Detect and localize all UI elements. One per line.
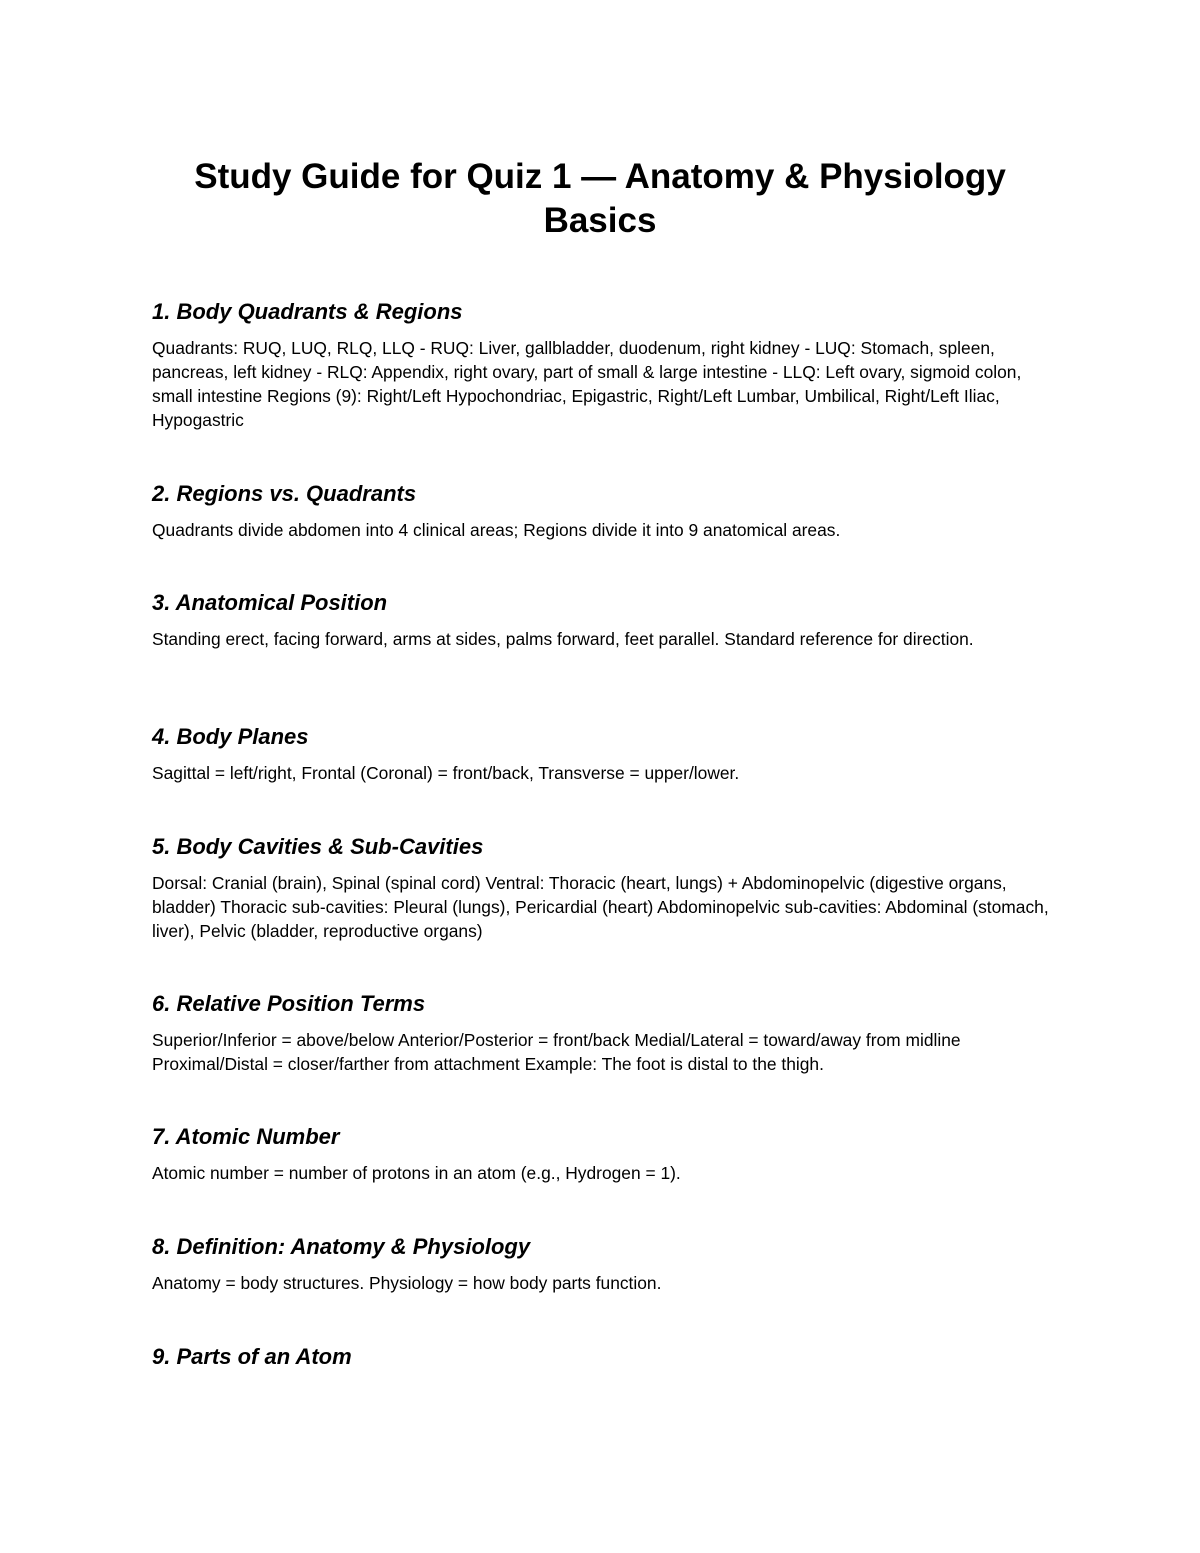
section-body: Superior/Inferior = above/below Anterior/Posterior = front/back Medial/Lateral = toward/away from midline Proximal/Distal = closer/farther from attachment Example: The foot is distal to the thigh. xyxy=(152,1030,961,1074)
section-heading: 6. Relative Position Terms xyxy=(152,991,426,1016)
section-definition-anatomy-physiology xyxy=(152,1233,1057,1295)
section-heading: 8. Definition: Anatomy & Physiology xyxy=(152,1234,531,1259)
document-title: Study Guide for Quiz 1 — Anatomy & Physiology Basics xyxy=(194,157,1006,240)
section-body: Anatomy = body structures. Physiology = how body parts function. xyxy=(152,1273,662,1293)
section-heading: 5. Body Cavities & Sub-Cavities xyxy=(152,834,484,859)
section-body-quadrants-regions xyxy=(152,298,1057,432)
section-body: Standing erect, facing forward, arms at sides, palms forward, feet parallel. Standard reference for direction. xyxy=(152,629,974,649)
section-body-planes xyxy=(152,723,1057,785)
section-heading: 3. Anatomical Position xyxy=(152,590,388,615)
section-relative-position-terms xyxy=(152,990,1057,1076)
section-body: Quadrants divide abdomen into 4 clinical areas; Regions divide it into 9 anatomical areas. xyxy=(152,520,841,540)
section-heading: 2. Regions vs. Quadrants xyxy=(152,481,417,506)
section-body: Atomic number = number of protons in an atom (e.g., Hydrogen = 1). xyxy=(152,1163,681,1183)
section-heading: 1. Body Quadrants & Regions xyxy=(152,299,463,324)
section-body: Sagittal = left/right, Frontal (Coronal) = front/back, Transverse = upper/lower. xyxy=(152,763,740,783)
section-body: Dorsal: Cranial (brain), Spinal (spinal cord) Ventral: Thoracic (heart, lungs) + Abdominopelvic (digestive organs, bladder) Thoracic sub-cavities: Pleural (lungs), Pericardial (heart) Abdominopelvic sub-cavities: Abdominal (stomach, liver), Pelvic (bladder, reproductive organs) xyxy=(152,873,1049,941)
section-heading: 7. Atomic Number xyxy=(152,1124,340,1149)
section-anatomical-position xyxy=(152,589,1057,651)
section-heading: 9. Parts of an Atom xyxy=(152,1344,352,1369)
section-atomic-number xyxy=(152,1123,1057,1185)
section-body: Quadrants: RUQ, LUQ, RLQ, LLQ - RUQ: Liver, gallbladder, duodenum, right kidney - LUQ: Stomach, spleen, pancreas, left kidney - RLQ: Appendix, right ovary, part of small & large intestine - LLQ: Left ovary, sigmoid colon, small intestine Regions (9): Right/Left Hypochondriac, Epigastric, Right/Left Lumbar, Umbilical, Right/Left Iliac, Hypogastric xyxy=(152,338,1022,430)
section-parts-of-an-atom xyxy=(152,1343,1057,1371)
section-regions-vs-quadrants xyxy=(152,480,1057,542)
section-heading: 4. Body Planes xyxy=(152,724,309,749)
section-body-cavities xyxy=(152,833,1057,943)
